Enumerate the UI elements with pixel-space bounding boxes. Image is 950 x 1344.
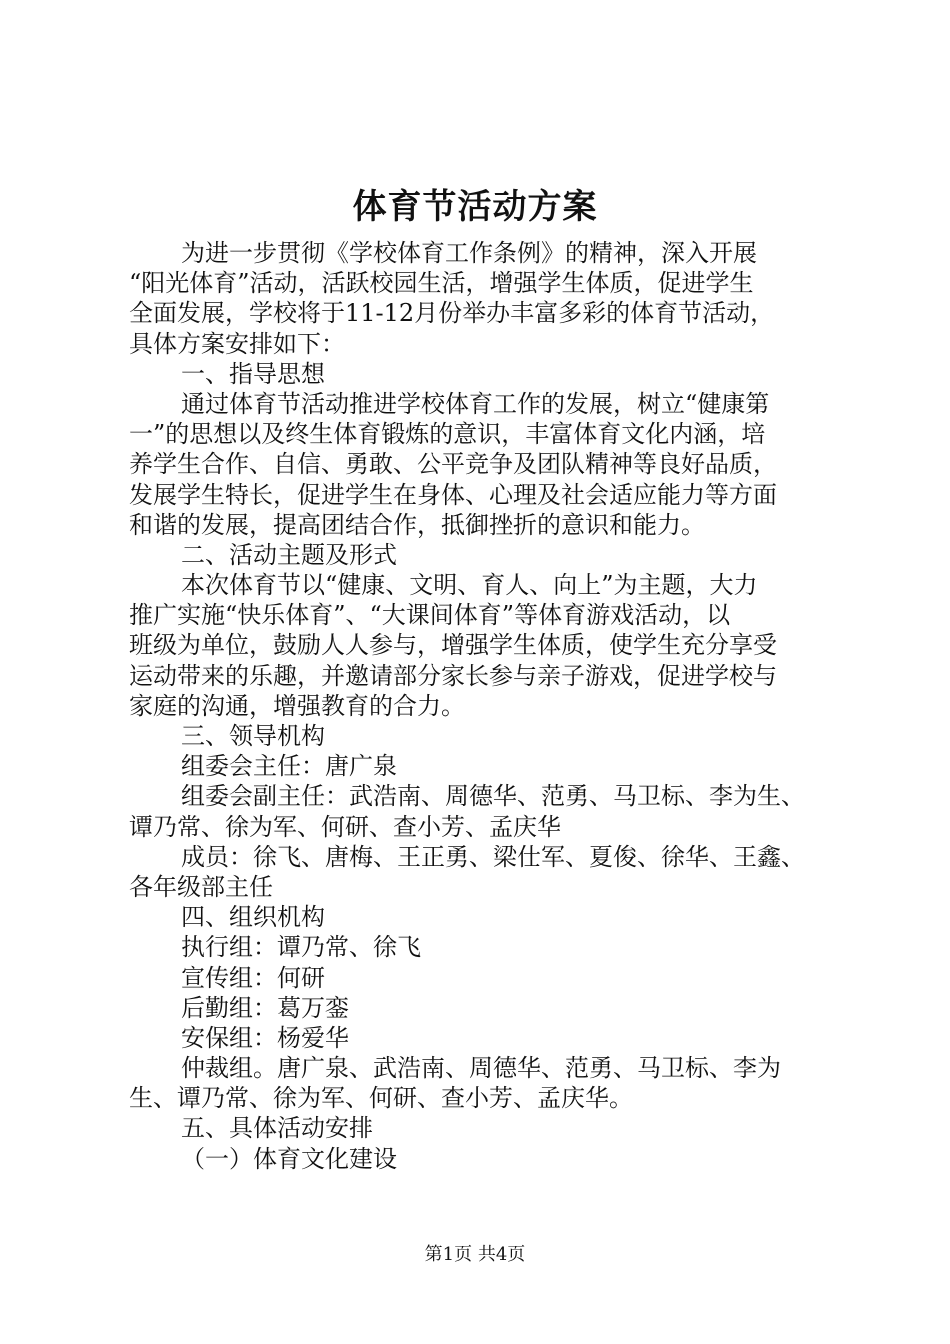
document-title: 体育节活动方案 [352, 187, 598, 227]
paragraph-line: 运动带来的乐趣，并邀请部分家长参与亲子游戏，促进学校与 [129, 661, 777, 690]
section-heading-leadership: 三、领导机构 [181, 722, 325, 750]
paragraph-line: 养学生合作、自信、勇敢、公平竞争及团队精神等良好品质， [129, 450, 777, 479]
subsection-heading: （一）体育文化建设 [181, 1144, 397, 1173]
paragraph-line: 发展学生特长，促进学生在身体、心理及社会适应能力等方面 [129, 480, 777, 509]
paragraph-line: 后勤组：葛万銮 [181, 993, 349, 1022]
paragraph-line: “阳光体育”活动，活跃校园生活，增强学生体质，促进学生 [129, 269, 754, 298]
section-heading-theme: 二、活动主题及形式 [181, 540, 397, 569]
document-body [129, 238, 849, 1174]
paragraph-line: 和谐的发展，提高团结合作，抵御挫折的意识和能力。 [129, 510, 705, 539]
paragraph-line: 通过体育节活动推进学校体育工作的发展，树立“健康第 [181, 389, 770, 418]
paragraph-line: 本次体育节以“健康、文明、育人、向上”为主题，大力 [181, 571, 758, 600]
paragraph-line: 宣传组：何研 [181, 963, 325, 992]
paragraph-line: 具体方案安排如下： [129, 329, 345, 358]
paragraph-line: 一”的思想以及终生体育锻炼的意识，丰富体育文化内涵，培 [129, 420, 766, 449]
section-heading-organization: 四、组织机构 [181, 903, 325, 932]
paragraph-line: 全面发展，学校将于11-12月份举办丰富多彩的体育节活动， [129, 299, 775, 328]
section-heading-guiding-thought: 一、指导思想 [181, 359, 325, 388]
section-heading-activities: 五、具体活动安排 [181, 1114, 373, 1143]
paragraph-line: 仲裁组。唐广泉、武浩南、周德华、范勇、马卫标、李为 [181, 1054, 781, 1083]
paragraph-line: 家庭的沟通，增强教育的合力。 [129, 691, 465, 720]
paragraph-line: 组委会副主任：武浩南、周德华、范勇、马卫标、李为生、 [181, 782, 805, 811]
paragraph-line: 安保组：杨爱华 [181, 1023, 349, 1052]
paragraph-line: 班级为单位，鼓励人人参与，增强学生体质，使学生充分享受 [129, 631, 777, 660]
paragraph-line: 组委会主任：唐广泉 [181, 752, 397, 781]
paragraph-line: 生、谭乃常、徐为军、何研、查小芳、孟庆华。 [129, 1084, 633, 1113]
paragraph-line: 执行组：谭乃常、徐飞 [181, 933, 421, 962]
paragraph-line: 为进一步贯彻《学校体育工作条例》的精神，深入开展 [181, 239, 757, 267]
paragraph-line: 各年级部主任 [129, 872, 273, 901]
paragraph-line: 谭乃常、徐为军、何研、查小芳、孟庆华 [129, 812, 561, 841]
page-footer: 第1页 共4页 [424, 1244, 526, 1265]
paragraph-line: 推广实施“快乐体育”、“大课间体育”等体育游戏活动，以 [129, 601, 731, 630]
paragraph-line: 成员：徐飞、唐梅、王正勇、梁仕军、夏俊、徐华、王鑫、 [181, 842, 805, 871]
